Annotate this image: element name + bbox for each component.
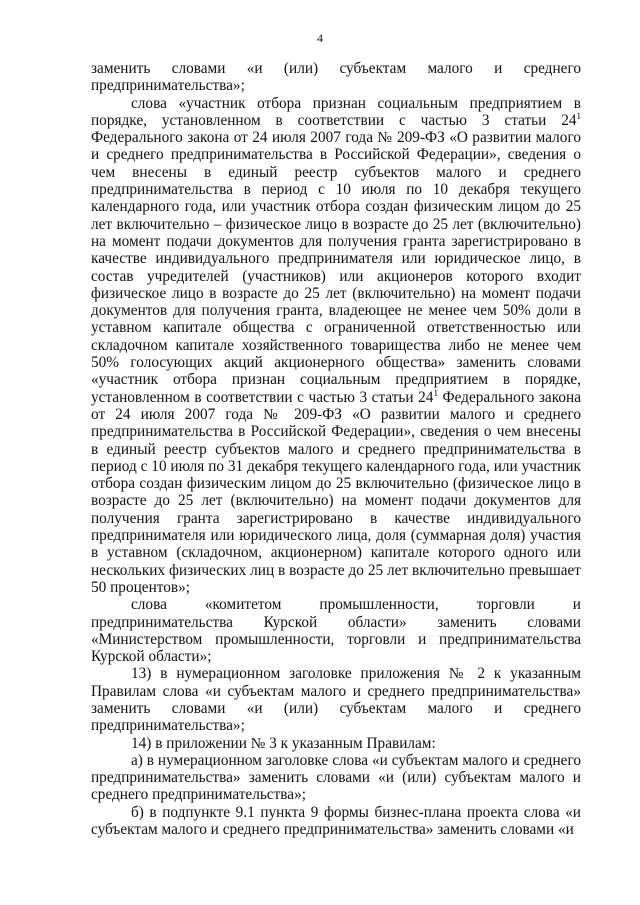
paragraph-text-part: Федерального закона от 24 июля 2007 года № 209-ФЗ «О развитии малого и среднего предпринимательства в Российской Федерации», сведения о чем внесены в единый реестр субъектов малого и среднего предпринимательства в период с 10 июля по 10 декабря текущего календарного года, или участник отбора создан физическим лицом до 25 лет включительно – физическое лицо в возрасте до 25 лет (включительно) на момент подачи документов для получения гранта зарегистрировано в качестве индивидуального предпринимателя или юридическое лицо, в состав учредителей (участников) или акционеров которого входит физическое лицо в возрасте до 25 лет (включительно) на момент подачи документов для получения гранта, владеющее не менее чем 50% доли в уставном капитале общества с ограниченной ответственностью или складочном капитале хозяйственного товарищества либо не менее чем 50% голосующих акций акционерного общества» заменить словами «участник отбора признан социальным предприятием в порядке, установленном в соответствии с частью 3 статьи 24	[91, 129, 581, 406]
superscript-marker: 1	[433, 387, 438, 398]
paragraph-item-14: 14) в приложении № 3 к указанным Правилам:	[131, 734, 436, 752]
paragraph-continuation: заменить словами «и (или) субъектам малого и среднего предпринимательства»;	[91, 60, 581, 95]
paragraph-item-13: 13) в нумерационном заголовке приложения № 2 к указанным Правилам слова «и субъектам малого и среднего предпринимательства» заменить словами «и (или) субъектам малого и среднего предпринимательства»;	[91, 665, 581, 735]
page-number: 4	[317, 31, 323, 45]
paragraph-committee-rename: слова «комитетом промышленности, торговли и предпринимательства Курской области» заменить словами «Министерством промышленности, торговли и предпринимательства Курской области»;	[91, 596, 581, 666]
paragraph-item-14b: б) в подпункте 9.1 пункта 9 формы бизнес-плана проекта слова «и субъектам малого и среднего предпринимательства» заменить словами «и	[91, 803, 581, 839]
paragraph-amendment-social-enterprise	[91, 95, 581, 597]
document-body	[91, 60, 581, 838]
paragraph-text-part: слова «участник отбора признан социальным предприятием в порядке, установленном в соответствии с частью 3 статьи 24	[91, 94, 581, 129]
paragraph-item-14a: а) в нумерационном заголовке слова «и субъектам малого и среднего предпринимательства» заменить словами «и (или) субъектам малого и среднего предпринимательства»;	[91, 751, 581, 804]
superscript-marker: 1	[576, 110, 581, 121]
paragraph-text-part: Федерального закона от 24 июля 2007 года № 209-ФЗ «О развитии малого и среднего предпринимательства в Российской Федерации», сведения о чем внесены в единый реестр субъектов малого и среднего предпринимательства в период с 10 июля по 31 декабря текущего календарного года, или участник отбора создан физическим лицом до 25 включительно (физическое лицо в возрасте до 25 лет (включительно) на момент подачи документов для получения гранта зарегистрировано в качестве индивидуального предпринимателя или юридического лица, доля (суммарная доля) участия в уставном (складочном, акционерном) капитале которого одного или нескольких физических лиц в возрасте до 25 лет включительно превышает 50 процентов»;	[91, 388, 581, 596]
